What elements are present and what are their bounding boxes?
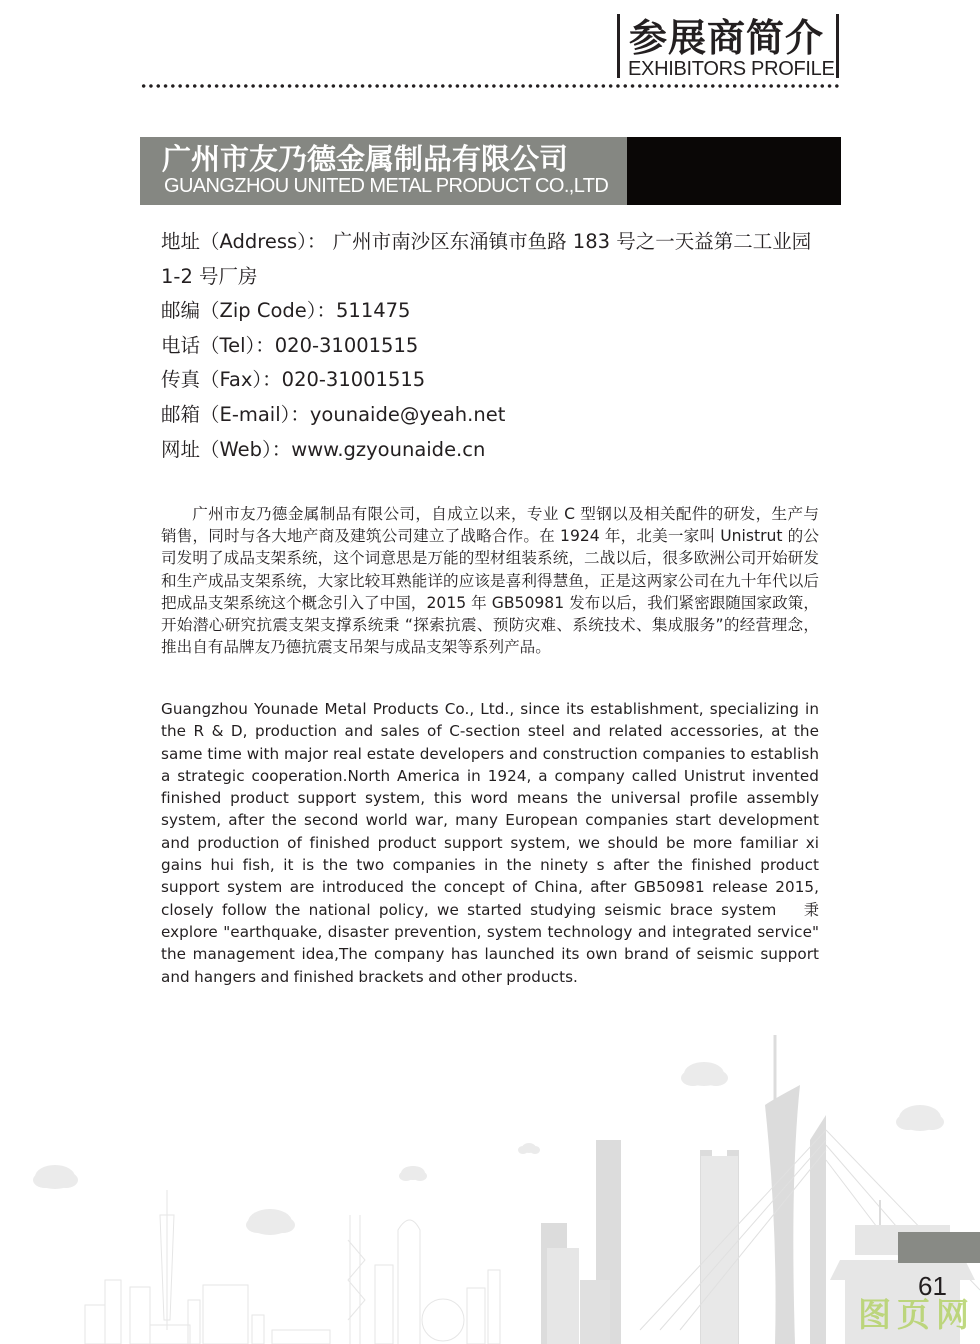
email: 邮箱（E-mail）：younaide@yeah.net [161,402,506,426]
cloud-icon [246,1209,295,1235]
left-building-outlines [85,1190,500,1344]
cloud-icon [399,1166,427,1181]
zip-code: 邮编（Zip Code）：511475 [161,299,411,323]
intro-paragraph-cn: 广州市友乃德金属制品有限公司，自成立以来，专业 C 型钢以及相关配件的研发，生产与销售，同时与各大地产商及建筑公司建立了战略合作。在 1924 年，北美一家叫 Unistrut 的公司发明了成品支架系统，这个词意思是万能的型材组装系统，二战以后，很多欧洲公司开始研发和生产成品支架系统，大家比较耳熟能详的应该是喜利得慧鱼，正是这两家公司在九十年代以后把成品支架系统这个概念引入了中国，2015 年 GB50981 发布以后，我们紧密跟随国家政策，开始潜心研究抗震支架支撑系统秉 “探索抗震、预防灾难、系统技术、集成服务”的经营理念，推出自有品牌友乃德抗震支吊架与成品支架等系列产品。 [161,505,819,657]
page-tab-block [898,1232,980,1263]
company-name-en: GUANGZHOU UNITED METAL PRODUCT CO.,LTD [164,175,609,197]
telephone: 电话（Tel）：020-31001515 [161,333,419,357]
section-title-en: EXHIBITORS PROFILE [628,58,835,80]
cloud-icon [33,1165,78,1189]
company-banner [140,137,841,205]
city-skyline-illustration [0,1030,980,1344]
address-line-2: 1-2 号厂房 [161,264,258,288]
cloud-icon [681,1062,728,1086]
cloud-icon [518,1143,540,1154]
intro-paragraph-en: Guangzhou Younade Metal Products Co., Ltd., since its establishment, specializing in the R & D, production and sales of C-section steel and related accessories, at the same time with major real estate developers and construction companies to establish a strategic cooperation.North America in 1924, a company called Unistrut invented finished product support system, this word means the universal profile assembly system, after the second world war, many European companies start development and production of finished product support system, we should be more familiar xi gains hui fish, it is the two companies in the ninety s after the finished product support system are introduced the concept of China, after GB50981 release 2015, closely follow the national policy, we started studying seismic brace system 秉 explore "earthquake, disaster prevention, system technology and integrated service" the management idea,The company has launched its own brand of seismic support and hangers and finished brackets and other products. [161,700,819,986]
banner-black-block [627,137,841,205]
section-header [617,12,839,78]
company-name-cn: 广州市友乃德金属制品有限公司 [162,142,569,176]
cloud-icon [896,1105,944,1131]
section-title-cn: 参展商简介 [629,16,825,60]
page-number: 61 [918,1271,947,1301]
address-line-1: 地址（Address）： 广州市南沙区东涌镇市鱼路 183 号之一天益第二工业园 [161,230,812,253]
fax: 传真（Fax）：020-31001515 [161,368,426,392]
header-left-bar [617,14,620,78]
watermark-logo: 图页网 [858,1295,975,1334]
website: 网址（Web）：www.gzyounaide.cn [161,437,486,461]
contact-info [161,225,826,467]
header-right-bar [836,14,839,78]
dotted-divider [140,83,840,89]
